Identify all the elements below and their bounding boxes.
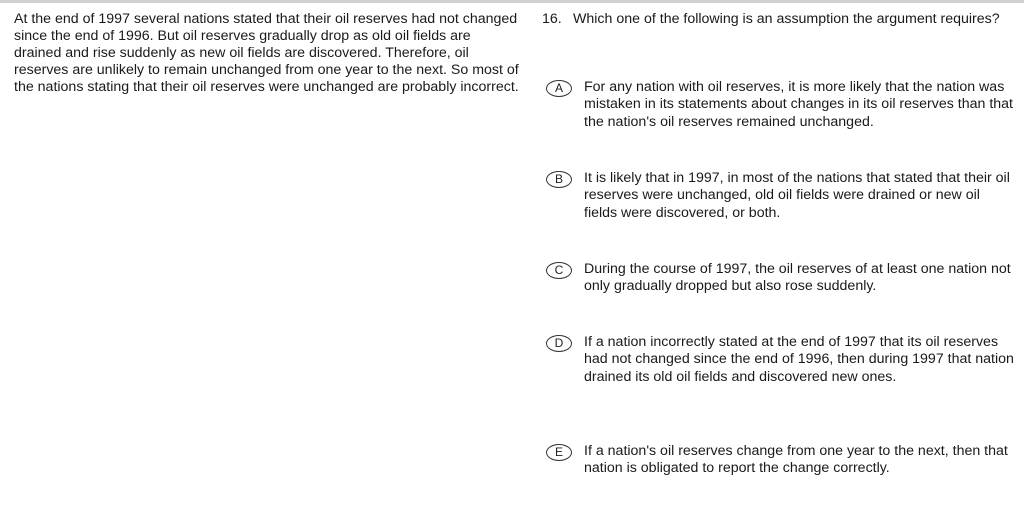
choice-a-bubble[interactable]: A bbox=[546, 80, 572, 97]
choice-b-text: It is likely that in 1997, in most of the nations that stated that their oil reserves were unchanged, old oil fields were drained or new oil fields were discovered, or both. bbox=[584, 170, 1010, 221]
choice-e-bubble[interactable]: E bbox=[546, 444, 572, 461]
choice-b-bubble[interactable]: B bbox=[546, 171, 572, 188]
choice-d-bubble[interactable]: D bbox=[546, 335, 572, 352]
question-number: 16. bbox=[542, 11, 562, 27]
choice-a-text: For any nation with oil reserves, it is more likely that the nation was mistaken in its statements about changes in its oil reserves than that the nation's oil reserves remained unchanged. bbox=[584, 79, 1013, 130]
choice-e-text: If a nation's oil reserves change from one year to the next, then that nation is obligated to report the change correctly. bbox=[584, 443, 1008, 477]
top-divider bbox=[0, 0, 1024, 3]
choice-c-text: During the course of 1997, the oil reserves of at least one nation not only gradually dropped but also rose suddenly. bbox=[584, 261, 1011, 295]
choice-d-text: If a nation incorrectly stated at the end of 1997 that its oil reserves had not changed since the end of 1996, then during 1997 that nation drained its old oil fields and discovered new ones. bbox=[584, 334, 1014, 385]
passage-text: At the end of 1997 several nations stated that their oil reserves had not changed since the end of 1996. But oil reserves gradually drop as old oil fields are drained and rise suddenly as new oil fields are discovered. Therefore, oil reserves are unlikely to remain unchanged from one year to the next. So most of the nations stating that their oil reserves were unchanged are probably incorrect. bbox=[14, 11, 519, 95]
question-stem: Which one of the following is an assumption the argument requires? bbox=[573, 11, 1000, 27]
choice-c-bubble[interactable]: C bbox=[546, 262, 572, 279]
